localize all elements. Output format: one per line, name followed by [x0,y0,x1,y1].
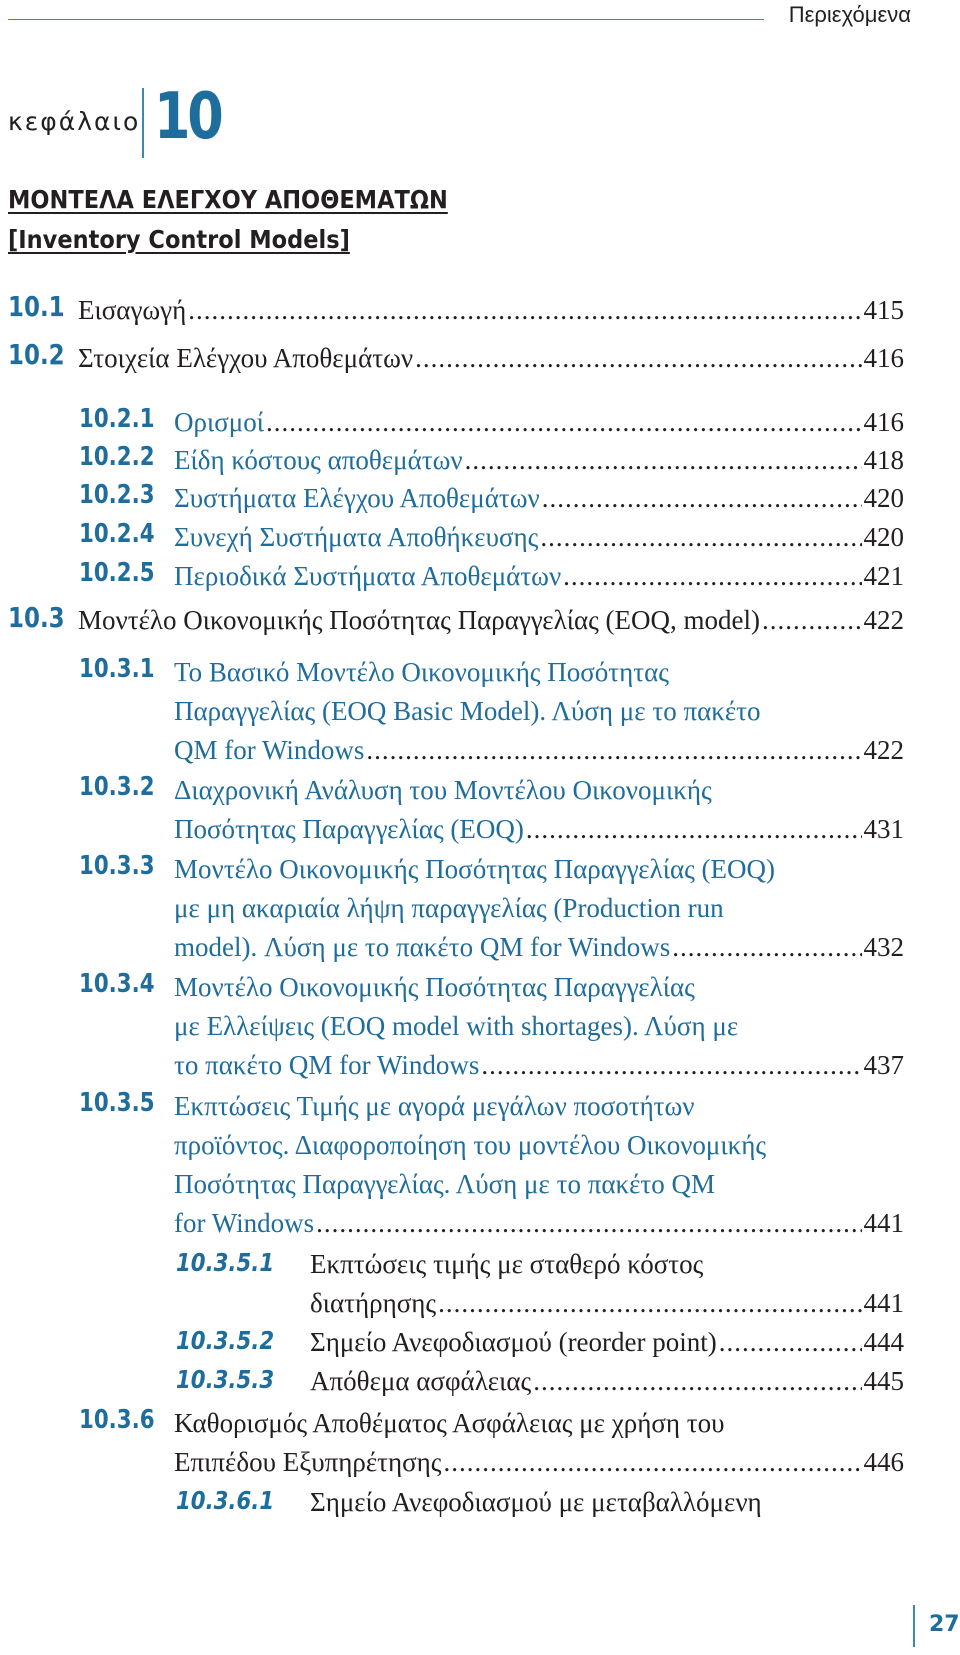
toc-number: 10.3.5.3 [176,1365,275,1394]
toc-number: 10.2.4 [79,519,155,549]
toc-entry-text: Περιοδικά Συστήματα Αποθεμάτων [174,561,562,591]
toc-entry-text: διατήρησης [310,1288,437,1318]
toc-entry-line[interactable] [78,600,904,640]
toc-page: 422 [863,735,904,765]
toc-entry-text[interactable]: με μη ακαριαία λήψη παραγγελίας (Production run [174,893,724,923]
footer-divider [913,1605,915,1647]
toc-entry-line[interactable] [174,927,904,967]
toc-number: 10.3.5.2 [176,1326,275,1355]
chapter-label: κεφάλαιο [8,107,141,136]
toc-page: 416 [863,343,904,373]
toc-entry-text: Είδη κόστους αποθεμάτων [174,445,463,475]
toc-entry-line[interactable] [310,1322,904,1362]
toc-entry-line[interactable] [174,1045,904,1085]
toc-entry-line[interactable] [174,1442,904,1482]
leader-dots [366,730,861,770]
toc-entry-text: το πακέτο QM for Windows [174,1050,480,1080]
leader-dots [542,478,862,518]
toc-page: 431 [863,814,904,844]
toc-entry-text: QM for Windows [174,735,365,765]
toc-entry-text[interactable]: με Ελλείψεις (EOQ model with shortages). Λύση με [174,1011,739,1041]
toc-entry-text: Απόθεμα ασφάλειας [310,1366,532,1396]
toc-entry-text[interactable]: Μοντέλο Οικονομικής Ποσότητας Παραγγελίας (EOQ) [174,854,776,884]
leader-dots [444,1442,862,1482]
toc-number: 10.2.5 [79,558,155,588]
leader-dots [672,927,861,967]
leader-dots [533,1361,861,1401]
toc-entry-line[interactable] [174,730,904,770]
toc-number: 10.3 [8,601,65,634]
toc-page: 441 [863,1288,904,1318]
toc-entry-text: Ορισμοί [174,407,265,437]
leader-dots [563,556,861,596]
leader-dots [540,517,861,557]
header-title: Περιεχόμενα [788,2,911,27]
chapter-divider [142,88,144,158]
page-number: 27 [929,1612,960,1637]
toc-entry-text: Ποσότητας Παραγγελίας (EOQ) [174,814,524,844]
toc-entry-text[interactable]: Μοντέλο Οικονομικής Ποσότητας Παραγγελίας [174,972,695,1002]
toc-entry-text: model). Λύση με το πακέτο QM for Windows [174,932,671,962]
toc-page: 432 [863,932,904,962]
toc-entry-text[interactable]: Ποσότητας Παραγγελίας. Λύση με το πακέτο QM [174,1169,716,1199]
toc-page: 445 [863,1366,904,1396]
toc-page: 422 [863,605,904,635]
toc-number: 10.3.3 [79,851,155,881]
toc-number: 10.3.4 [79,969,155,999]
toc-entry-text[interactable]: Εκπτώσεις Τιμής με αγορά μεγάλων ποσοτήτων [174,1091,695,1121]
leader-dots [415,338,861,378]
toc-page: 418 [863,445,904,475]
toc-entry-text[interactable]: προϊόντος. Διαφοροποίηση του μοντέλου Οικονομικής [174,1130,767,1160]
toc-entry-line[interactable] [78,290,904,330]
toc-entry-text: Συνεχή Συστήματα Αποθήκευσης [174,522,539,552]
toc-number: 10.3.5 [79,1088,155,1118]
toc-number: 10.3.6.1 [176,1486,275,1515]
toc-page: 416 [863,407,904,437]
toc-page: 437 [863,1050,904,1080]
leader-dots [526,809,862,849]
leader-dots [719,1322,862,1362]
toc-number: 10.3.2 [79,772,155,802]
leader-dots [465,440,862,480]
toc-page: 421 [863,561,904,591]
toc-entry-text: Συστήματα Ελέγχου Αποθεμάτων [174,483,540,513]
toc-entry-text[interactable]: Διαχρονική Ανάλυση του Μοντέλου Οικονομικής [174,775,712,805]
toc-entry-text[interactable]: Παραγγελίας (EOQ Basic Model). Λύση με το πακέτο [174,696,761,726]
toc-entry-line[interactable] [174,809,904,849]
toc-entry-text: Σημείο Ανεφοδιασμού (reorder point) [310,1327,717,1357]
toc-entry-line[interactable] [174,478,904,518]
toc-entry-text[interactable]: Εκπτώσεις τιμής με σταθερό κόστος [310,1249,704,1279]
leader-dots [481,1045,861,1085]
toc-number: 10.2.2 [79,442,155,472]
toc-number: 10.3.6 [79,1405,155,1435]
toc-number: 10.3.1 [79,654,155,684]
toc-number: 10.1 [8,290,65,323]
toc-entry-text: Μοντέλο Οικονομικής Ποσότητας Παραγγελίας (EOQ, model) [78,605,761,635]
toc-entry-text[interactable]: Το Βασικό Μοντέλο Οικονομικής Ποσότητας [174,657,669,687]
chapter-title-greek: ΜΟΝΤΕΛΑ ΕΛΕΓΧΟΥ ΑΠΟΘΕΜΑΤΩΝ [8,185,448,214]
toc-page: 441 [863,1208,904,1238]
toc-entry-line[interactable] [174,1203,904,1243]
chapter-title-english: [Inventory Control Models] [8,225,350,254]
toc-number: 10.2 [8,338,65,371]
header-rule [8,19,764,20]
toc-number: 10.2.1 [79,404,155,434]
leader-dots [316,1203,861,1243]
toc-page: 415 [863,295,904,325]
toc-page: 420 [863,483,904,513]
chapter-number: 10 [154,80,221,154]
toc-entry-text[interactable]: Σημείο Ανεφοδιασμού με μεταβαλλόμενη [310,1487,762,1517]
toc-page: 444 [863,1327,904,1357]
toc-entry-line[interactable] [174,517,904,557]
leader-dots [188,290,861,330]
toc-entry-line[interactable] [174,556,904,596]
leader-dots [266,402,861,442]
toc-entry-text: Εισαγωγή [78,295,187,325]
toc-page: 420 [863,522,904,552]
toc-entry-text: Στοιχεία Ελέγχου Αποθεμάτων [78,343,414,373]
toc-entry-text[interactable]: Καθορισμός Αποθέματος Ασφάλειας με χρήση του [174,1408,725,1438]
toc-entry-line[interactable] [310,1283,904,1323]
toc-entry-line[interactable] [78,338,904,378]
toc-entry-text: for Windows [174,1208,315,1238]
toc-entry-line[interactable] [174,440,904,480]
toc-page: 446 [863,1447,904,1477]
toc-entry-line[interactable] [310,1361,904,1401]
toc-entry-text: Επιπέδου Εξυπηρέτησης [174,1447,442,1477]
toc-entry-line[interactable] [174,402,904,442]
toc-number: 10.2.3 [79,480,155,510]
toc-number: 10.3.5.1 [176,1248,275,1277]
leader-dots [438,1283,861,1323]
leader-dots [762,600,861,640]
